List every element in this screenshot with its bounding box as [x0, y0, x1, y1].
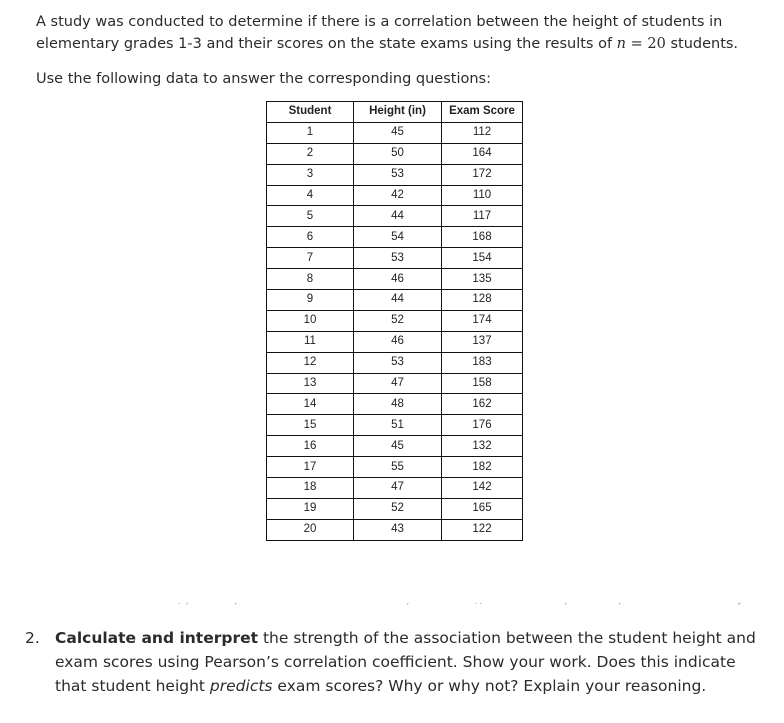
- table-row: [267, 185, 523, 206]
- table-row: [267, 143, 523, 164]
- cell-student: 8: [267, 269, 354, 290]
- question-2: [25, 626, 765, 698]
- table-row: [267, 457, 523, 478]
- cell-height: 44: [354, 206, 442, 227]
- cell-exam-score: 154: [442, 248, 523, 269]
- cell-student: 20: [267, 519, 354, 540]
- cell-student: 13: [267, 373, 354, 394]
- cell-height: 53: [354, 164, 442, 185]
- cell-exam-score: 164: [442, 143, 523, 164]
- cell-height: 54: [354, 227, 442, 248]
- cell-student: 16: [267, 436, 354, 457]
- cell-height: 47: [354, 478, 442, 499]
- cell-student: 3: [267, 164, 354, 185]
- question-body: [55, 626, 765, 698]
- cell-exam-score: 112: [442, 122, 523, 143]
- cell-student: 1: [267, 122, 354, 143]
- stray-mark: ˊ: [233, 603, 238, 613]
- cell-student: 7: [267, 248, 354, 269]
- table-row: [267, 436, 523, 457]
- cell-student: 10: [267, 310, 354, 331]
- table-row: [267, 478, 523, 499]
- cell-student: 12: [267, 352, 354, 373]
- intro-text-2: students.: [665, 36, 739, 52]
- cell-exam-score: 142: [442, 478, 523, 499]
- table-row: [267, 206, 523, 227]
- cell-student: 2: [267, 143, 354, 164]
- table-row: [267, 290, 523, 311]
- question-text-b: exam scores? Why or why not? Explain your reasoning.: [272, 677, 707, 695]
- cell-exam-score: 176: [442, 415, 523, 436]
- cell-exam-score: 132: [442, 436, 523, 457]
- question-bold-lead: Calculate and interpret: [55, 629, 259, 647]
- stray-mark: ˙ ˊ: [177, 603, 189, 613]
- cell-student: 15: [267, 415, 354, 436]
- cell-exam-score: 182: [442, 457, 523, 478]
- cell-height: 47: [354, 373, 442, 394]
- cell-student: 19: [267, 498, 354, 519]
- stray-mark: ˊ: [563, 603, 568, 613]
- cell-exam-score: 162: [442, 394, 523, 415]
- question-number: 2.: [25, 629, 40, 647]
- cell-height: 53: [354, 352, 442, 373]
- table-row: [267, 331, 523, 352]
- cell-student: 9: [267, 290, 354, 311]
- cell-exam-score: 172: [442, 164, 523, 185]
- cell-height: 52: [354, 310, 442, 331]
- cell-height: 46: [354, 331, 442, 352]
- table-row: [267, 248, 523, 269]
- cell-exam-score: 110: [442, 185, 523, 206]
- table-row: [267, 373, 523, 394]
- table-row: [267, 519, 523, 540]
- table-row: [267, 498, 523, 519]
- table-row: [267, 394, 523, 415]
- stray-mark: ˇ: [737, 603, 742, 613]
- stray-mark: ˊ: [617, 603, 622, 613]
- cell-height: 48: [354, 394, 442, 415]
- header-student: Student: [267, 102, 354, 123]
- table-row: [267, 227, 523, 248]
- cell-student: 6: [267, 227, 354, 248]
- cell-student: 11: [267, 331, 354, 352]
- cell-height: 46: [354, 269, 442, 290]
- table-row: [267, 122, 523, 143]
- cell-student: 17: [267, 457, 354, 478]
- table-row: [267, 164, 523, 185]
- cell-student: 14: [267, 394, 354, 415]
- instruction-text: Use the following data to answer the corresponding questions:: [36, 71, 491, 87]
- cell-student: 18: [267, 478, 354, 499]
- cell-height: 55: [354, 457, 442, 478]
- cell-exam-score: 122: [442, 519, 523, 540]
- cell-height: 50: [354, 143, 442, 164]
- sample-size-value: = 20: [626, 36, 666, 52]
- header-height: Height (in): [354, 102, 442, 123]
- cell-height: 42: [354, 185, 442, 206]
- cell-height: 43: [354, 519, 442, 540]
- cell-height: 53: [354, 248, 442, 269]
- scan-marks: [0, 603, 784, 613]
- cell-height: 45: [354, 436, 442, 457]
- cell-student: 4: [267, 185, 354, 206]
- cell-exam-score: 117: [442, 206, 523, 227]
- cell-height: 45: [354, 122, 442, 143]
- table-header-row: [267, 102, 523, 123]
- cell-exam-score: 174: [442, 310, 523, 331]
- cell-exam-score: 183: [442, 352, 523, 373]
- table-row: [267, 310, 523, 331]
- cell-height: 51: [354, 415, 442, 436]
- intro-text-1: A study was conducted to determine if there is a correlation between the height of students in elementary grades 1-3 and their scores on the state exams using the results of: [36, 14, 723, 52]
- stray-mark: ˙˙: [474, 603, 483, 613]
- cell-student: 5: [267, 206, 354, 227]
- question-italic-word: predicts: [209, 677, 273, 695]
- cell-exam-score: 137: [442, 331, 523, 352]
- cell-exam-score: 128: [442, 290, 523, 311]
- table-row: [267, 352, 523, 373]
- sample-size-variable: n: [616, 36, 627, 52]
- cell-exam-score: 165: [442, 498, 523, 519]
- cell-height: 44: [354, 290, 442, 311]
- cell-exam-score: 168: [442, 227, 523, 248]
- table-row: [267, 415, 523, 436]
- cell-exam-score: 135: [442, 269, 523, 290]
- cell-exam-score: 158: [442, 373, 523, 394]
- cell-height: 52: [354, 498, 442, 519]
- question-text-a: the strength of the association between the student height and exam scores using Pearson’s correlation coefficient. Show your work. Does this indicate that student height: [55, 629, 756, 695]
- data-table: [266, 101, 523, 541]
- header-exam-score: Exam Score: [442, 102, 523, 123]
- intro-paragraph: [36, 11, 766, 55]
- table-row: [267, 269, 523, 290]
- stray-mark: ˊ: [405, 603, 410, 613]
